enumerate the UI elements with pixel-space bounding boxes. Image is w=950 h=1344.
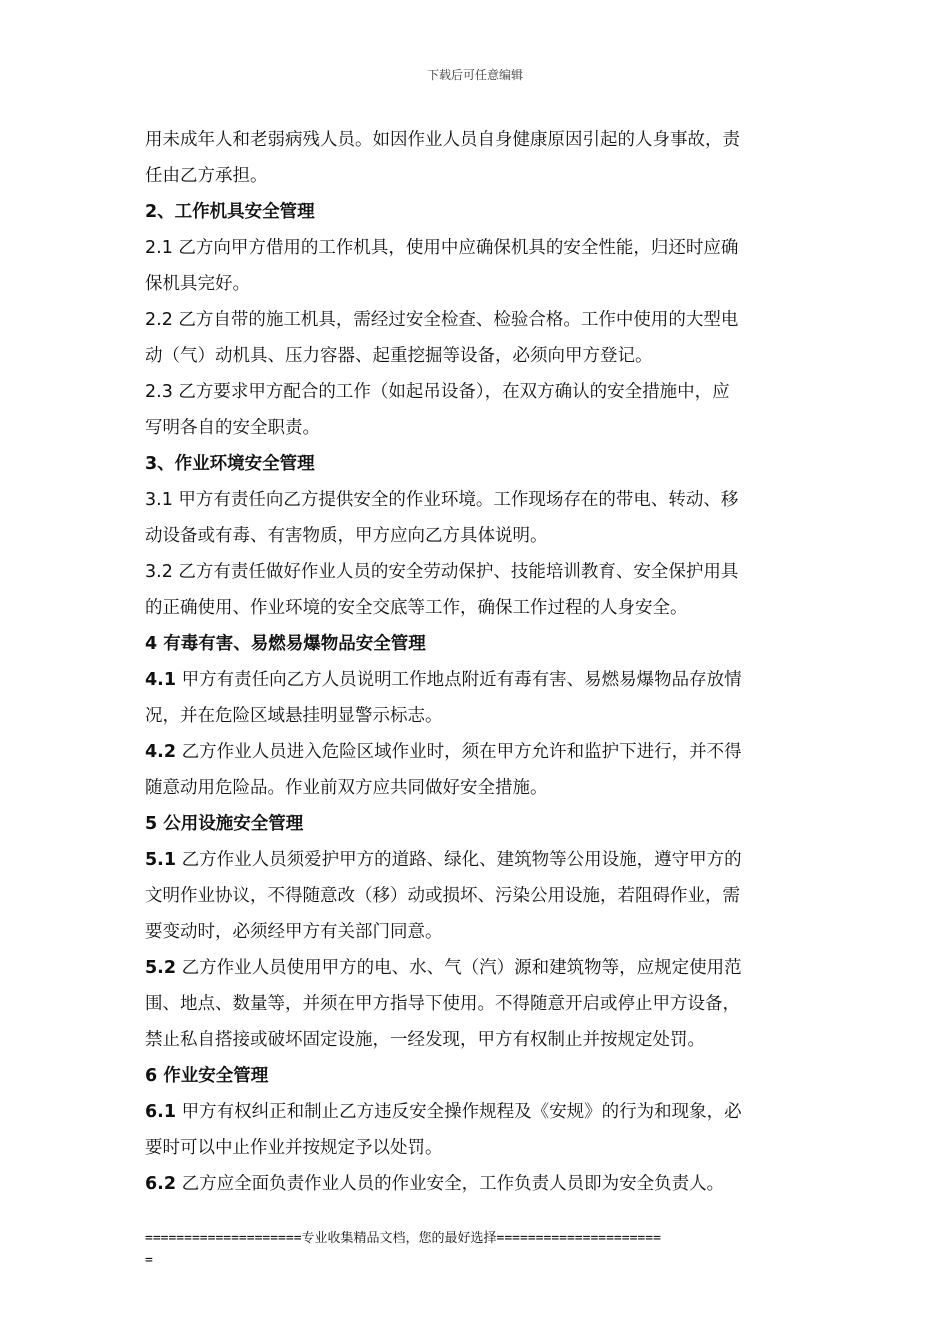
paragraph-line [145, 374, 810, 410]
clause-number: 6.2 [145, 1174, 177, 1194]
footer-line: ====================专业收集精品文档，您的最好选择===================== [145, 1231, 661, 1246]
paragraph-line [145, 338, 810, 374]
line-text: 2.1 乙方向甲方借用的工作机具，使用中应确保机具的安全性能，归还时应确 [145, 238, 739, 258]
line-text: 任由乙方承担。 [145, 166, 268, 186]
line-text: 乙方作业人员使用甲方的电、水、气（汽）源和建筑物等，应规定使用范 [176, 958, 742, 978]
paragraph-line [145, 698, 810, 734]
line-text: 甲方有责任向乙方人员说明工作地点附近有毒有害、易燃易爆物品存放情 [176, 670, 742, 690]
line-text: 动（气）动机具、压力容器、起重挖掘等设备，必须向甲方登记。 [145, 346, 653, 366]
footer-line-continuation: = [145, 1253, 153, 1268]
section-heading [145, 446, 810, 482]
paragraph-line [145, 914, 810, 950]
line-text: 4 有毒有害、易燃易爆物品安全管理 [145, 634, 426, 654]
section-heading [145, 194, 810, 230]
line-text: 2.3 乙方要求甲方配合的工作（如起吊设备），在双方确认的安全措施中，应 [145, 382, 730, 402]
paragraph-line [145, 1022, 810, 1058]
paragraph-line [145, 842, 810, 878]
line-text: 况，并在危险区域悬挂明显警示标志。 [145, 706, 443, 726]
line-text: 围、地点、数量等，并须在甲方指导下使用。不得随意开启或停止甲方设备， [145, 994, 740, 1014]
line-text: 2.2 乙方自带的施工机具，需经过安全检查、检验合格。工作中使用的大型电 [145, 310, 739, 330]
line-text: 乙方作业人员须爱护甲方的道路、绿化、建筑物等公用设施，遵守甲方的 [176, 850, 742, 870]
clause-number: 5.1 [145, 850, 177, 870]
section-heading [145, 626, 810, 662]
line-text: 禁止私自搭接或破坏固定设施，一经发现，甲方有权制止并按规定处罚。 [145, 1030, 705, 1050]
paragraph-line [145, 158, 810, 194]
line-text: 写明各自的安全职责。 [145, 418, 320, 438]
line-text: 5 公用设施安全管理 [145, 814, 304, 834]
paragraph-line [145, 482, 810, 518]
paragraph-line [145, 1130, 810, 1166]
clause-number: 5.2 [145, 958, 177, 978]
paragraph-line [145, 734, 810, 770]
line-text: 的正确使用、作业环境的安全交底等工作，确保工作过程的人身安全。 [145, 598, 688, 618]
line-text: 随意动用危险品。作业前双方应共同做好安全措施。 [145, 778, 548, 798]
line-text: 6 作业安全管理 [145, 1066, 269, 1086]
line-text: 3、作业环境安全管理 [145, 454, 315, 474]
line-text: 乙方作业人员进入危险区域作业时，须在甲方允许和监护下进行，并不得 [176, 742, 742, 762]
line-text: 用未成年人和老弱病残人员。如因作业人员自身健康原因引起的人身事故，责 [145, 130, 740, 150]
line-text: 甲方有权纠正和制止乙方违反安全操作规程及《安规》的行为和现象，必 [176, 1102, 742, 1122]
paragraph-line [145, 770, 810, 806]
section-heading [145, 806, 810, 842]
line-text: 要时可以中止作业并按规定予以处罚。 [145, 1138, 443, 1158]
section-heading [145, 1058, 810, 1094]
line-text: 乙方应全面负责作业人员的作业安全，工作负责人员即为安全负责人。 [176, 1174, 725, 1194]
line-text: 动设备或有毒、有害物质，甲方应向乙方具体说明。 [145, 526, 548, 546]
paragraph-line [145, 1166, 810, 1202]
line-text: 2、工作机具安全管理 [145, 202, 315, 222]
paragraph-line [145, 554, 810, 590]
paragraph-line [145, 230, 810, 266]
paragraph-line [145, 302, 810, 338]
line-text: 3.1 甲方有责任向乙方提供安全的作业环境。工作现场存在的带电、转动、移 [145, 490, 739, 510]
paragraph-line [145, 410, 810, 446]
document-body [145, 122, 810, 1202]
clause-number: 4.1 [145, 670, 177, 690]
clause-number: 6.1 [145, 1102, 177, 1122]
page-header: 下载后可任意编辑 [426, 68, 523, 82]
paragraph-line [145, 1094, 810, 1130]
line-text: 文明作业协议，不得随意改（移）动或损坏、污染公用设施，若阻碍作业，需 [145, 886, 740, 906]
paragraph-line [145, 122, 810, 158]
line-text: 要变动时，必须经甲方有关部门同意。 [145, 922, 443, 942]
paragraph-line [145, 590, 810, 626]
clause-number: 4.2 [145, 742, 177, 762]
paragraph-line [145, 518, 810, 554]
page-footer [145, 1228, 810, 1272]
line-text: 保机具完好。 [145, 274, 250, 294]
paragraph-line [145, 266, 810, 302]
paragraph-line [145, 878, 810, 914]
paragraph-line [145, 986, 810, 1022]
paragraph-line [145, 950, 810, 986]
line-text: 3.2 乙方有责任做好作业人员的安全劳动保护、技能培训教育、安全保护用具 [145, 562, 739, 582]
paragraph-line [145, 662, 810, 698]
